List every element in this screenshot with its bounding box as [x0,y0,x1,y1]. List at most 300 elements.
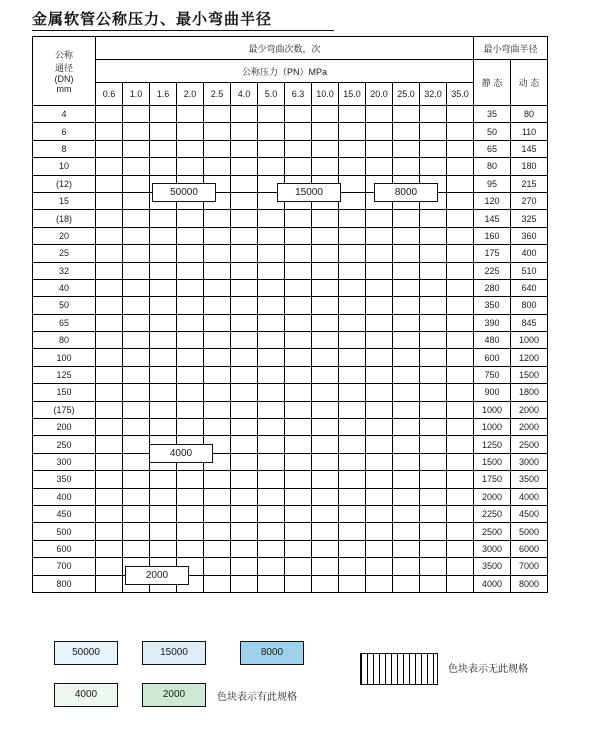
spec-cell [258,349,285,366]
spec-cell [231,505,258,522]
dn-value-cell: 700 [33,558,96,575]
spec-cell [258,436,285,453]
spec-cell [366,384,393,401]
dn-value-cell: 150 [33,384,96,401]
dynamic-radius-cell: 1200 [511,349,548,366]
spec-cell [96,419,123,436]
pressure-col-header: 35.0 [447,83,474,106]
dn-value-cell: 350 [33,471,96,488]
static-radius-cell: 65 [474,140,511,157]
spec-cell [258,262,285,279]
table-row [33,505,548,522]
spec-cell [420,245,447,262]
spec-cell [204,332,231,349]
spec-cell [204,401,231,418]
spec-cell [339,123,366,140]
dn-value-cell: 125 [33,366,96,383]
spec-cell [339,297,366,314]
spec-cell [447,227,474,244]
spec-cell [447,575,474,592]
spec-cell [96,384,123,401]
spec-cell [258,314,285,331]
spec-cell [204,262,231,279]
spec-cell [150,366,177,383]
static-radius-cell: 1500 [474,453,511,470]
legend-hatch-swatch [360,653,438,685]
spec-cell [204,349,231,366]
pressure-col-header: 0.6 [96,83,123,106]
spec-cell [231,140,258,157]
spec-cell [258,401,285,418]
spec-cell [123,123,150,140]
legend-swatch: 2000 [142,683,206,707]
spec-cell [366,419,393,436]
dynamic-radius-cell: 400 [511,245,548,262]
spec-cell [258,210,285,227]
spec-cell [150,384,177,401]
spec-cell [123,192,150,209]
spec-cell [447,488,474,505]
spec-cell [231,436,258,453]
table-row [33,140,548,157]
dynamic-radius-cell: 3500 [511,471,548,488]
table-row [33,523,548,540]
spec-cell [366,314,393,331]
spec-cell [231,192,258,209]
spec-cell [420,436,447,453]
spec-cell [312,227,339,244]
table-row [33,575,548,592]
spec-cell [177,227,204,244]
spec-cell [177,210,204,227]
spec-cell [312,505,339,522]
spec-cell [204,245,231,262]
spec-cell [447,262,474,279]
spec-cell [177,262,204,279]
spec-cell [204,106,231,123]
spec-cell [177,401,204,418]
spec-cell [177,140,204,157]
table-row [33,540,548,557]
spec-cell [177,279,204,296]
spec-cell [366,158,393,175]
spec-cell [150,262,177,279]
table-row [33,279,548,296]
pressure-col-header: 25.0 [393,83,420,106]
spec-cell [204,505,231,522]
spec-cell [339,158,366,175]
spec-cell [420,540,447,557]
spec-cell [96,523,123,540]
spec-cell [231,488,258,505]
spec-cell [339,349,366,366]
spec-cell [258,123,285,140]
spec-cell [150,471,177,488]
spec-cell [177,106,204,123]
spec-cell [393,123,420,140]
spec-cell [123,314,150,331]
spec-cell [339,558,366,575]
static-radius-cell: 1750 [474,471,511,488]
spec-cell [96,245,123,262]
spec-table-container [32,36,548,593]
spec-cell [285,384,312,401]
spec-cell [231,158,258,175]
spec-cell [447,123,474,140]
spec-cell [285,540,312,557]
spec-cell [285,332,312,349]
spec-cell [447,401,474,418]
spec-cell [339,175,366,192]
static-radius-cell: 480 [474,332,511,349]
spec-cell [150,540,177,557]
spec-cell [447,106,474,123]
spec-cell [393,106,420,123]
dynamic-radius-cell: 360 [511,227,548,244]
dn-value-cell: 32 [33,262,96,279]
dynamic-radius-cell: 2500 [511,436,548,453]
spec-cell [447,192,474,209]
spec-cell [393,140,420,157]
spec-cell [258,158,285,175]
static-radius-cell: 50 [474,123,511,140]
spec-cell [150,297,177,314]
spec-cell [393,245,420,262]
spec-cell [339,384,366,401]
spec-cell [96,279,123,296]
static-radius-cell: 1000 [474,401,511,418]
header-row-2 [33,60,548,83]
spec-cell [258,140,285,157]
spec-cell [420,575,447,592]
legend-swatch: 8000 [240,641,304,665]
spec-cell [339,488,366,505]
spec-cell [447,332,474,349]
spec-cell [231,106,258,123]
spec-cell [96,540,123,557]
spec-cell [177,505,204,522]
spec-cell [447,384,474,401]
spec-cell [420,505,447,522]
spec-cell [258,279,285,296]
spec-cell [312,332,339,349]
dn-value-cell: (18) [33,210,96,227]
spec-cell [366,227,393,244]
pressure-col-header: 5.0 [258,83,285,106]
spec-cell [339,210,366,227]
static-radius-cell: 900 [474,384,511,401]
dynamic-radius-cell: 3000 [511,453,548,470]
spec-cell [231,575,258,592]
spec-cell [96,453,123,470]
spec-cell [204,314,231,331]
dynamic-radius-cell: 180 [511,158,548,175]
spec-cell [123,106,150,123]
spec-cell [150,488,177,505]
dn-value-cell: 15 [33,192,96,209]
spec-cell [366,262,393,279]
spec-cell [312,384,339,401]
spec-cell [123,227,150,244]
header-row-3 [33,83,548,106]
table-row [33,349,548,366]
spec-cell [339,471,366,488]
spec-cell [393,401,420,418]
spec-cell [393,419,420,436]
spec-cell [339,227,366,244]
spec-cell [231,175,258,192]
spec-cell [366,575,393,592]
spec-cell [123,488,150,505]
spec-cell [258,245,285,262]
spec-cell [150,123,177,140]
bend-times-header: 最少弯曲次数，次 [96,37,474,60]
dn-value-cell: 8 [33,140,96,157]
dn-value-cell: 400 [33,488,96,505]
spec-cell [420,314,447,331]
dynamic-radius-cell: 1500 [511,366,548,383]
dynamic-radius-cell: 800 [511,297,548,314]
dn-value-cell: 450 [33,505,96,522]
spec-cell [285,140,312,157]
spec-cell [123,523,150,540]
static-radius-cell: 160 [474,227,511,244]
static-radius-cell: 2000 [474,488,511,505]
dn-value-cell: 65 [33,314,96,331]
spec-cell [123,366,150,383]
spec-cell [420,523,447,540]
spec-cell [339,140,366,157]
spec-cell [312,262,339,279]
dynamic-radius-cell: 80 [511,106,548,123]
spec-cell [312,279,339,296]
spec-cell [285,436,312,453]
spec-cell [96,106,123,123]
spec-cell [339,436,366,453]
static-radius-cell: 750 [474,366,511,383]
spec-cell [123,245,150,262]
static-radius-cell: 95 [474,175,511,192]
spec-cell [366,558,393,575]
spec-cell [447,158,474,175]
spec-cell [258,106,285,123]
spec-cell [420,419,447,436]
spec-cell [339,245,366,262]
pressure-col-header: 6.3 [285,83,312,106]
spec-cell [339,279,366,296]
dn-value-cell: (12) [33,175,96,192]
table-body [33,106,548,593]
spec-cell [123,332,150,349]
spec-cell [177,540,204,557]
spec-cell [150,245,177,262]
spec-cell [285,505,312,522]
spec-cell [312,558,339,575]
spec-cell [123,140,150,157]
spec-cell [258,332,285,349]
spec-cell [96,488,123,505]
spec-cell [393,436,420,453]
spec-cell [312,488,339,505]
spec-cell [312,575,339,592]
table-row [33,419,548,436]
table-callout: 15000 [277,183,341,202]
table-row [33,262,548,279]
spec-cell [204,279,231,296]
spec-cell [366,297,393,314]
dn-header-line-4: mm [56,84,72,94]
spec-cell [312,523,339,540]
spec-cell [285,314,312,331]
spec-cell [123,453,150,470]
static-radius-cell: 4000 [474,575,511,592]
spec-cell [96,332,123,349]
spec-cell [447,523,474,540]
spec-cell [393,453,420,470]
spec-cell [312,140,339,157]
spec-cell [366,106,393,123]
spec-cell [123,297,150,314]
spec-cell [258,523,285,540]
table-row [33,123,548,140]
spec-cell [285,401,312,418]
spec-cell [231,210,258,227]
spec-cell [96,210,123,227]
table-row [33,158,548,175]
spec-cell [96,436,123,453]
table-row [33,366,548,383]
spec-cell [204,471,231,488]
spec-cell [258,419,285,436]
spec-cell [123,471,150,488]
spec-cell [177,419,204,436]
spec-cell [123,384,150,401]
spec-cell [285,453,312,470]
spec-cell [447,349,474,366]
spec-cell [420,384,447,401]
static-radius-cell: 600 [474,349,511,366]
spec-cell [447,314,474,331]
table-header [33,37,548,106]
spec-cell [447,140,474,157]
table-row [33,210,548,227]
spec-cell [204,366,231,383]
spec-cell [204,210,231,227]
spec-cell [123,158,150,175]
table-row [33,227,548,244]
spec-cell [96,349,123,366]
spec-cell [231,401,258,418]
page-title: 金属软管公称压力、最小弯曲半径 [32,12,273,28]
dn-value-cell: 100 [33,349,96,366]
spec-cell [447,175,474,192]
dn-value-cell: 10 [33,158,96,175]
spec-cell [177,297,204,314]
spec-cell [177,488,204,505]
legend-swatch: 4000 [54,683,118,707]
spec-cell [393,575,420,592]
spec-cell [96,175,123,192]
spec-cell [447,558,474,575]
spec-cell [204,523,231,540]
table-row [33,297,548,314]
dynamic-radius-cell: 6000 [511,540,548,557]
spec-cell [123,505,150,522]
spec-cell [231,384,258,401]
spec-cell [96,297,123,314]
table-row [33,453,548,470]
spec-cell [258,575,285,592]
spec-cell [96,366,123,383]
static-radius-cell: 35 [474,106,511,123]
spec-cell [231,123,258,140]
radius-static-header: 静 态 [474,60,511,106]
spec-cell [393,523,420,540]
legend-swatch: 15000 [142,641,206,665]
spec-cell [96,471,123,488]
dn-header-cell [33,37,96,106]
static-radius-cell: 145 [474,210,511,227]
legend [32,633,568,719]
spec-cell [393,505,420,522]
spec-cell [231,245,258,262]
spec-cell [231,349,258,366]
dynamic-radius-cell: 4000 [511,488,548,505]
title-underline [32,30,334,31]
spec-cell [312,419,339,436]
spec-cell [339,192,366,209]
spec-cell [177,123,204,140]
spec-cell [96,123,123,140]
spec-cell [393,262,420,279]
pressure-col-header: 1.0 [123,83,150,106]
spec-cell [150,349,177,366]
spec-cell [393,332,420,349]
spec-cell [204,158,231,175]
dn-value-cell: 300 [33,453,96,470]
spec-cell [312,436,339,453]
pressure-col-header: 32.0 [420,83,447,106]
spec-cell [204,297,231,314]
spec-cell [393,227,420,244]
table-row [33,245,548,262]
spec-cell [312,210,339,227]
spec-cell [150,419,177,436]
spec-cell [285,419,312,436]
spec-cell [177,349,204,366]
spec-cell [96,227,123,244]
spec-cell [420,366,447,383]
spec-cell [339,401,366,418]
dynamic-radius-cell: 1000 [511,332,548,349]
spec-cell [204,140,231,157]
spec-cell [285,558,312,575]
spec-cell [96,575,123,592]
spec-cell [393,540,420,557]
table-callout: 8000 [374,183,438,202]
spec-cell [393,366,420,383]
dynamic-radius-cell: 1800 [511,384,548,401]
static-radius-cell: 120 [474,192,511,209]
dn-value-cell: 80 [33,332,96,349]
spec-cell [420,262,447,279]
static-radius-cell: 175 [474,245,511,262]
spec-cell [231,419,258,436]
spec-cell [123,175,150,192]
spec-cell [123,262,150,279]
table-row [33,558,548,575]
spec-cell [366,366,393,383]
